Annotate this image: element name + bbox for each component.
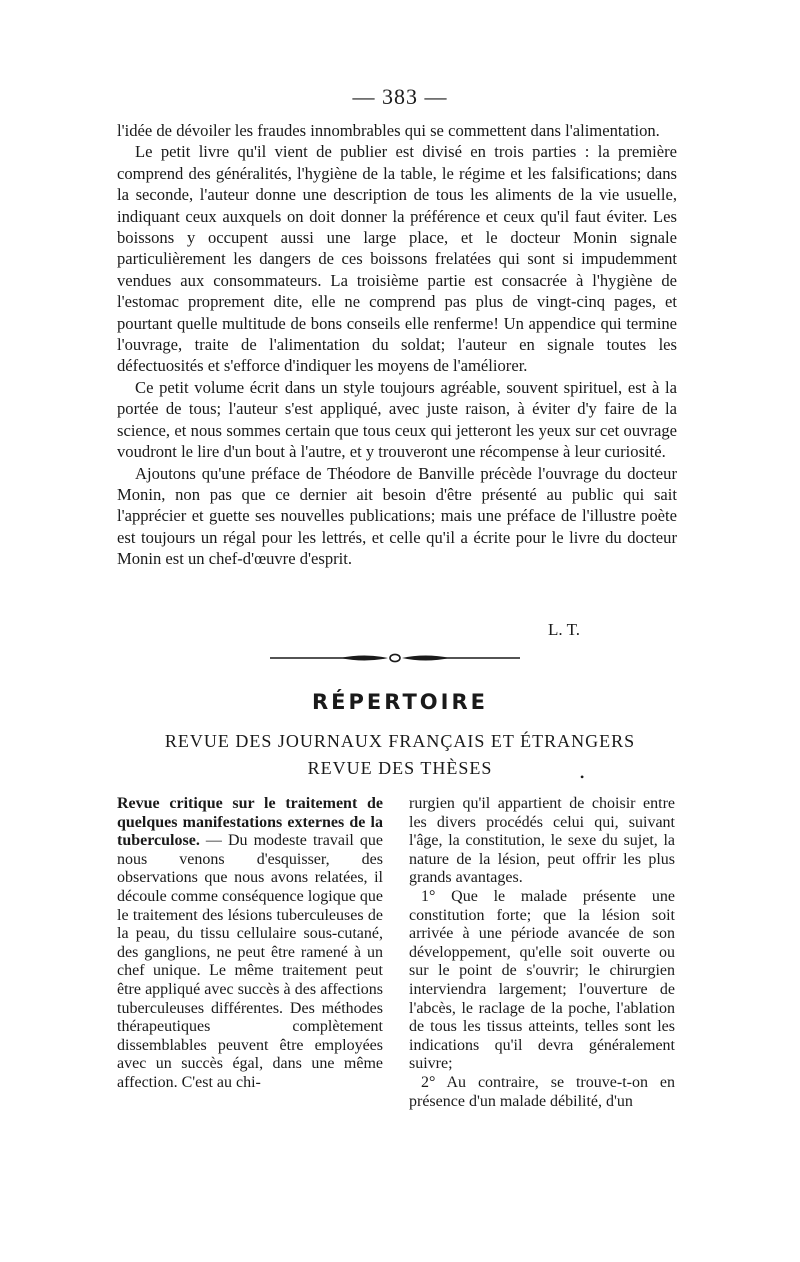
paragraph: Le petit livre qu'il vient de publier est divisé en trois parties : la première comprend des généralités, l'hygiène de la table, le régime et les falsifications; dans la seconde, l'auteur donne une description de tous les aliments de la vie usuelle, indiquant ceux auxquels on doit donner la préférence et ceux qu'il faut éviter. Les boissons y occupent aussi une large place, et le docteur Monin signale particulièrement les dangers de ces boissons frelatées qui sont si impudemment vendues aux consommateurs. La troisième partie est consacrée à l'hygiène de l'estomac proprement dite, elle ne comprend pas plus de vingt-cinq pages, et pourtant quelle multitude de bons conseils elle renferme! Un appendice qui termine l'ouvrage, traite de l'alimentation du soldat; l'auteur en signale toutes les défectuosités et s'efforce d'indiquer les moyens de l'améliorer.: [117, 142, 677, 376]
page-number: — 383 —: [352, 84, 448, 109]
article-paragraph: 1° Que le malade présente une constitution forte; que la lésion soit arrivée à une période avancée de son développement, qu'elle soit ouverte ou sur le point de s'ouvrir; le chirurgien interviendra largement; l'ouverture de l'abcès, le raclage de la poche, l'ablation de tous les tissus atteints, telles sont les indications qu'il devra généralement suivre;: [409, 887, 675, 1073]
article-paragraph: rurgien qu'il appartient de choisir entre les divers procédés celui qui, suivant l'âge, la constitution, le sexe du sujet, la nature de la lésion, peut offrir les plus grands avantages.: [409, 795, 675, 887]
paragraph: Ajoutons qu'une préface de Théodore de Banville précède l'ouvrage du docteur Monin, non pas que ce dernier ait besoin d'être présenté au public qui sait l'apprécier et guette ses nouvelles publications; mais une préface de l'illustre poète est toujours un régal pour les lettrés, et celle qu'il a écrite pour le livre du docteur Monin est un chef-d'œuvre d'esprit.: [117, 463, 677, 569]
right-column: [409, 795, 675, 1111]
article-heading: Revue critique sur le traitement de quelques manifestations externes de la tuberculose.: [117, 795, 383, 850]
ornament-divider: [270, 650, 520, 666]
review-text: [117, 120, 677, 570]
article-paragraph: [117, 795, 383, 1093]
author-initials: L. T.: [548, 620, 580, 639]
paragraph: l'idée de dévoiler les fraudes innombrables qui se commettent dans l'alimentation.: [117, 121, 660, 140]
section-title: RÉPERTOIRE: [312, 690, 488, 714]
left-column: [117, 795, 383, 1093]
section-subtitle: REVUE DES JOURNAUX FRANÇAIS ET ÉTRANGERS: [164, 731, 636, 751]
stray-mark: •: [580, 770, 585, 784]
section-subtitle: REVUE DES THÈSES: [307, 758, 493, 778]
article-paragraph: 2° Au contraire, se trouve-t-on en présence d'un malade débilité, d'un: [409, 1073, 675, 1110]
paragraph: Ce petit volume écrit dans un style toujours agréable, souvent spirituel, est à la portée de tous; l'auteur s'est appliqué, avec juste raison, à éviter d'y faire de la science, et nous sommes certain que tous ceux qui jetteront les yeux sur cet ouvrage voudront le lire d'un bout à l'autre, et y trouveront une récompense à leur curiosité.: [117, 377, 677, 462]
article-text: — Du modeste travail que nous venons d'esquisser, des observations que nous avons relatées, il découle comme conséquence logique que le traitement des lésions tuberculeuses de la peau, du tissu cellulaire sous-cutané, des ganglions, ne peut être ramené à un chef unique. Le même traitement peut être appliqué avec succès à des affections tuberculeuses différentes. Des méthodes thérapeutiques complètement dissemblables peuvent être employées avec un succès égal, dans une même affection. C'est au chi-: [117, 832, 383, 1091]
